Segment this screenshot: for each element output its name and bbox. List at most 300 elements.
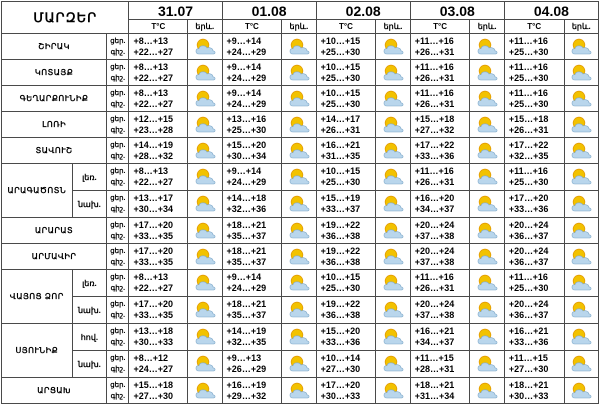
night-temp: +24…+29	[226, 46, 267, 57]
day-temp: +10…+15	[320, 61, 361, 72]
temperature-header: T°C	[316, 20, 376, 34]
day-night-labels	[107, 324, 129, 351]
partly-cloudy-icon	[475, 248, 499, 266]
day-temp: +8…+13	[133, 166, 168, 176]
day-temp: +8…+13	[133, 272, 168, 282]
night-temp: +30…+33	[508, 390, 549, 401]
partly-cloudy-icon	[193, 38, 217, 56]
day-temp: +17…+20	[508, 193, 549, 203]
day-temp: +11…+15	[414, 353, 454, 363]
weather-cell	[470, 138, 504, 164]
day-temp: +20…+24	[508, 219, 549, 230]
temperature-cell	[129, 34, 188, 60]
temperature-cell	[129, 138, 188, 164]
partly-cloudy-icon	[287, 328, 311, 346]
date-header: 04.08	[504, 2, 598, 20]
day-temp: +14…+19	[133, 139, 174, 150]
temperature-cell	[504, 60, 564, 86]
temperature-cell	[129, 164, 188, 191]
weather-cell	[376, 351, 410, 378]
partly-cloudy-icon	[569, 195, 593, 213]
day-temp: +9…+14	[226, 87, 262, 98]
partly-cloudy-icon	[475, 38, 499, 56]
weather-cell	[376, 378, 410, 404]
night-temp: +33…+37	[320, 204, 361, 214]
day-temp: +19…+22	[320, 245, 361, 256]
weather-cell	[470, 60, 504, 86]
night-temp: +36…+38	[320, 230, 361, 241]
weather-cell	[376, 164, 410, 191]
temperature-cell	[129, 112, 188, 138]
night-temp: +25…+30	[508, 177, 549, 187]
day-temp: +10…+15	[320, 87, 361, 98]
phenomena-header: երև.	[564, 20, 598, 34]
night-temp: +33…+36	[320, 337, 361, 347]
temperature-cell	[410, 324, 470, 351]
partly-cloudy-icon	[475, 301, 499, 319]
night-temp: +32…+36	[226, 204, 267, 214]
weather-cell	[470, 351, 504, 378]
weather-cell	[282, 244, 316, 270]
weather-cell	[564, 270, 598, 297]
weather-cell	[282, 324, 316, 351]
night-temp: +25…+30	[508, 72, 549, 83]
night-temp: +35…+37	[226, 256, 267, 267]
temperature-cell	[410, 34, 470, 60]
day-temp: +18…+21	[226, 245, 267, 256]
partly-cloudy-icon	[475, 274, 499, 292]
day-temp: +15…+20	[320, 326, 361, 336]
partly-cloudy-icon	[381, 274, 405, 292]
day-label: ցեր.	[110, 381, 126, 389]
day-temp: +10…+15	[320, 166, 361, 176]
temperature-cell	[316, 34, 376, 60]
day-temp: +8…+12	[133, 353, 168, 363]
day-temp: +11…+16	[508, 35, 548, 46]
phenomena-header: երև.	[376, 20, 410, 34]
partly-cloudy-icon	[475, 116, 499, 134]
zone-label: նախ.	[77, 199, 101, 209]
date-header: 02.08	[316, 2, 410, 20]
weather-cell	[188, 138, 222, 164]
partly-cloudy-icon	[193, 222, 217, 240]
day-temp: +14…+18	[226, 193, 267, 203]
night-temp: +29…+32	[226, 390, 267, 401]
night-temp: +30…+34	[133, 204, 174, 214]
day-label: ցեր.	[110, 355, 126, 362]
region-row	[2, 378, 599, 404]
day-label: ցեր.	[110, 168, 126, 175]
weather-cell	[282, 270, 316, 297]
night-temp: +22…+27	[133, 72, 174, 83]
temperature-cell	[410, 86, 470, 112]
night-label: գիշ.	[110, 126, 126, 134]
temperature-cell	[504, 138, 564, 164]
temperature-cell	[316, 112, 376, 138]
region-row	[2, 112, 599, 138]
day-temp: +15…+20	[226, 139, 267, 150]
partly-cloudy-icon	[475, 90, 499, 108]
partly-cloudy-icon	[287, 301, 311, 319]
night-temp: +22…+27	[133, 177, 174, 187]
weather-cell	[282, 218, 316, 244]
day-night-labels	[107, 86, 129, 112]
region-cell	[2, 324, 107, 378]
region-row	[2, 138, 599, 164]
region-row	[2, 270, 599, 297]
night-temp: +33…+36	[508, 337, 549, 347]
weather-cell	[282, 297, 316, 324]
partly-cloudy-icon	[569, 222, 593, 240]
temperature-cell	[504, 351, 564, 378]
temperature-cell	[222, 191, 282, 218]
day-label: ցեր.	[110, 195, 126, 202]
day-temp: +9…+14	[226, 61, 262, 72]
temperature-cell	[222, 297, 282, 324]
night-temp: +36…+38	[320, 256, 361, 267]
day-label: ցեր.	[110, 247, 126, 255]
weather-cell	[188, 244, 222, 270]
temperature-header: T°C	[129, 20, 188, 34]
night-temp: +26…+31	[508, 124, 549, 135]
day-temp: +8…+13	[133, 35, 168, 46]
partly-cloudy-icon	[569, 355, 593, 373]
day-temp: +11…+15	[508, 353, 548, 363]
partly-cloudy-icon	[193, 248, 217, 266]
region-row	[2, 86, 599, 112]
weather-cell	[376, 244, 410, 270]
temperature-cell	[504, 244, 564, 270]
partly-cloudy-icon	[193, 195, 217, 213]
partly-cloudy-icon	[287, 64, 311, 82]
day-temp: +15…+18	[508, 113, 549, 124]
day-label: ցեր.	[110, 141, 126, 149]
night-temp: +33…+35	[133, 256, 174, 267]
weather-cell	[188, 86, 222, 112]
day-temp: +13…+18	[133, 326, 174, 336]
partly-cloudy-icon	[475, 142, 499, 160]
day-temp: +15…+18	[414, 113, 455, 124]
weather-cell	[564, 351, 598, 378]
night-label: գիշ.	[110, 48, 126, 56]
weather-cell	[282, 60, 316, 86]
day-temp: +10…+14	[320, 353, 361, 363]
regions-header: ՄԱՐԶԵՐ	[2, 2, 129, 34]
weather-cell	[282, 86, 316, 112]
weather-cell	[470, 218, 504, 244]
zone-label: լեռ.	[72, 270, 106, 297]
day-temp: +12…+15	[133, 113, 174, 124]
phenomena-header: երև.	[188, 20, 222, 34]
region-name: ՍՅՈՒՆԻՔ	[2, 324, 72, 377]
weather-cell	[376, 34, 410, 60]
day-temp: +20…+24	[508, 299, 549, 309]
temperature-cell	[504, 112, 564, 138]
weather-cell	[564, 34, 598, 60]
night-temp: +24…+27	[133, 364, 174, 374]
partly-cloudy-icon	[381, 301, 405, 319]
night-label: գիշ.	[110, 285, 126, 292]
night-temp: +36…+37	[508, 310, 549, 320]
temperature-cell	[504, 378, 564, 404]
night-temp: +27…+30	[320, 364, 361, 374]
temperature-cell	[222, 218, 282, 244]
day-temp: +17…+20	[133, 245, 174, 256]
weather-cell	[470, 270, 504, 297]
day-temp: +11…+16	[508, 61, 548, 72]
night-temp: +32…+35	[508, 150, 549, 161]
temperature-cell	[222, 164, 282, 191]
weather-cell	[376, 138, 410, 164]
day-temp: +16…+20	[414, 193, 455, 203]
day-temp: +17…+22	[414, 139, 455, 150]
weather-cell	[376, 86, 410, 112]
partly-cloudy-icon	[193, 64, 217, 82]
temperature-cell	[410, 297, 470, 324]
temperature-cell	[410, 191, 470, 218]
temperature-cell	[316, 218, 376, 244]
night-temp: +36…+37	[508, 230, 549, 241]
night-label: գիշ.	[110, 339, 126, 346]
night-label: գիշ.	[110, 206, 126, 213]
temperature-cell	[410, 351, 470, 378]
partly-cloudy-icon	[287, 168, 311, 186]
partly-cloudy-icon	[475, 222, 499, 240]
partly-cloudy-icon	[569, 64, 593, 82]
partly-cloudy-icon	[475, 168, 499, 186]
night-label: գիշ.	[110, 179, 126, 186]
temperature-cell	[504, 297, 564, 324]
phenomena-header: երև.	[282, 20, 316, 34]
partly-cloudy-icon	[569, 90, 593, 108]
temperature-cell	[504, 164, 564, 191]
weather-cell	[470, 297, 504, 324]
partly-cloudy-icon	[193, 274, 217, 292]
temperature-cell	[129, 324, 188, 351]
temperature-cell	[316, 191, 376, 218]
temperature-cell	[222, 86, 282, 112]
temperature-header: T°C	[504, 20, 564, 34]
temperature-cell	[504, 34, 564, 60]
day-temp: +11…+16	[414, 166, 454, 176]
night-temp: +27…+30	[133, 390, 174, 401]
partly-cloudy-icon	[475, 382, 499, 400]
day-temp: +16…+21	[508, 326, 549, 336]
partly-cloudy-icon	[287, 248, 311, 266]
partly-cloudy-icon	[381, 64, 405, 82]
night-temp: +34…+37	[414, 204, 455, 214]
weather-cell	[470, 34, 504, 60]
night-temp: +37…+38	[414, 256, 455, 267]
day-temp: +15…+18	[133, 379, 174, 390]
day-temp: +20…+24	[414, 219, 455, 230]
day-label: ցեր.	[110, 89, 126, 97]
weather-cell	[470, 378, 504, 404]
temperature-cell	[316, 297, 376, 324]
partly-cloudy-icon	[475, 195, 499, 213]
night-temp: +30…+33	[133, 337, 174, 347]
forecast-table	[1, 1, 599, 404]
temperature-cell	[222, 270, 282, 297]
weather-cell	[188, 34, 222, 60]
night-temp: +25…+30	[320, 46, 361, 57]
temperature-cell	[129, 351, 188, 378]
night-temp: +26…+31	[414, 72, 455, 83]
night-temp: +37…+38	[414, 310, 455, 320]
zone-label: լեռ.	[72, 164, 106, 191]
night-temp: +30…+33	[320, 390, 361, 401]
night-temp: +36…+38	[320, 310, 361, 320]
weather-cell	[564, 86, 598, 112]
partly-cloudy-icon	[287, 90, 311, 108]
partly-cloudy-icon	[193, 168, 217, 186]
region-row	[2, 244, 599, 270]
region-name: ԱՐՄԱՎԻՐ	[2, 244, 107, 270]
day-temp: +11…+16	[508, 166, 548, 176]
temperature-cell	[316, 86, 376, 112]
temperature-cell	[504, 191, 564, 218]
region-name: ԳԵՂԱՐՔՈՒՆԻՔ	[2, 86, 107, 112]
night-temp: +22…+27	[133, 283, 174, 293]
temperature-cell	[410, 112, 470, 138]
night-temp: +22…+27	[133, 46, 174, 57]
partly-cloudy-icon	[475, 328, 499, 346]
day-temp: +17…+20	[133, 299, 174, 309]
weather-cell	[564, 244, 598, 270]
night-temp: +26…+31	[414, 46, 455, 57]
weather-cell	[376, 270, 410, 297]
partly-cloudy-icon	[569, 328, 593, 346]
partly-cloudy-icon	[569, 382, 593, 400]
weather-cell	[282, 34, 316, 60]
day-temp: +20…+24	[414, 299, 455, 309]
temperature-cell	[222, 324, 282, 351]
night-label: գիշ.	[110, 258, 126, 266]
temperature-cell	[129, 191, 188, 218]
partly-cloudy-icon	[569, 116, 593, 134]
day-temp: +11…+16	[414, 87, 454, 98]
day-night-labels	[107, 138, 129, 164]
weather-cell	[188, 218, 222, 244]
region-row	[2, 34, 599, 60]
day-temp: +14…+19	[226, 326, 267, 336]
day-temp: +11…+16	[508, 272, 548, 282]
weather-cell	[564, 60, 598, 86]
region-row	[2, 324, 599, 351]
weather-cell	[188, 378, 222, 404]
night-label: գիշ.	[110, 152, 126, 160]
temperature-header: T°C	[222, 20, 282, 34]
night-temp: +35…+37	[226, 310, 267, 320]
night-temp: +24…+29	[226, 72, 267, 83]
day-temp: +19…+22	[320, 299, 361, 309]
region-name: ԿՈՏԱՅՔ	[2, 60, 107, 86]
weather-cell	[564, 324, 598, 351]
temperature-cell	[410, 378, 470, 404]
night-temp: +28…+31	[414, 364, 455, 374]
temperature-cell	[129, 297, 188, 324]
night-temp: +33…+35	[133, 230, 174, 241]
date-header: 31.07	[129, 2, 222, 20]
region-name: ՎԱՅՈՑ ՁՈՐ	[2, 270, 72, 323]
weather-cell	[282, 138, 316, 164]
night-temp: +31…+34	[414, 390, 455, 401]
day-night-labels	[107, 164, 129, 191]
partly-cloudy-icon	[193, 328, 217, 346]
weather-cell	[376, 112, 410, 138]
weather-cell	[282, 112, 316, 138]
weather-cell	[376, 324, 410, 351]
weather-cell	[470, 86, 504, 112]
weather-cell	[376, 297, 410, 324]
zone-label: նախ.	[77, 359, 101, 369]
weather-cell	[376, 191, 410, 218]
day-night-labels	[107, 191, 129, 218]
partly-cloudy-icon	[287, 355, 311, 373]
temperature-cell	[222, 34, 282, 60]
zone-label: հով.	[72, 324, 106, 351]
weather-cell	[470, 112, 504, 138]
night-temp: +25…+30	[508, 46, 549, 57]
weather-cell	[282, 378, 316, 404]
day-label: ցեր.	[110, 301, 126, 308]
day-label: ցեր.	[110, 328, 126, 335]
night-temp: +24…+29	[226, 283, 267, 293]
night-label: գիշ.	[110, 74, 126, 82]
weather-cell	[282, 191, 316, 218]
night-temp: +26…+31	[414, 177, 455, 187]
night-temp: +27…+32	[414, 124, 455, 135]
day-night-labels	[107, 351, 129, 378]
day-temp: +8…+13	[133, 87, 168, 98]
day-label: ցեր.	[110, 37, 126, 45]
day-temp: +16…+21	[414, 326, 455, 336]
temperature-cell	[504, 324, 564, 351]
night-temp: +24…+29	[226, 177, 267, 187]
header-date-row	[2, 2, 599, 20]
region-row	[2, 60, 599, 86]
partly-cloudy-icon	[569, 142, 593, 160]
zone-label: նախ.	[77, 305, 101, 315]
day-temp: +8…+13	[133, 61, 168, 72]
night-temp: +25…+30	[320, 98, 361, 109]
region-row	[2, 164, 599, 191]
night-temp: +26…+29	[226, 364, 267, 374]
day-temp: +14…+17	[320, 113, 361, 124]
temperature-cell	[504, 218, 564, 244]
weather-cell	[282, 351, 316, 378]
night-temp: +25…+30	[320, 177, 361, 187]
night-temp: +37…+38	[414, 230, 455, 241]
day-temp: +9…+14	[226, 272, 262, 282]
region-name: ՏԱՎՈՒՇ	[2, 138, 107, 164]
night-label: գիշ.	[110, 392, 126, 400]
day-temp: +18…+21	[508, 379, 549, 390]
night-temp: +23…+28	[133, 124, 174, 135]
temperature-cell	[410, 270, 470, 297]
night-temp: +32…+35	[226, 337, 267, 347]
temperature-cell	[222, 138, 282, 164]
partly-cloudy-icon	[193, 116, 217, 134]
partly-cloudy-icon	[569, 38, 593, 56]
night-temp: +25…+30	[226, 124, 267, 135]
partly-cloudy-icon	[287, 38, 311, 56]
temperature-header: T°C	[410, 20, 470, 34]
weather-cell	[188, 297, 222, 324]
day-temp: +20…+24	[508, 245, 549, 256]
day-temp: +13…+16	[226, 113, 267, 124]
partly-cloudy-icon	[287, 195, 311, 213]
